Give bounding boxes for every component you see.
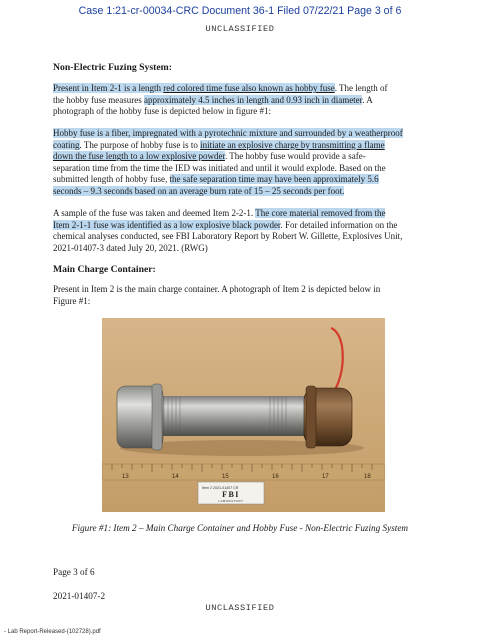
text-line (53, 151, 425, 163)
page-number: Page 3 of 6 (53, 567, 95, 577)
text-line (53, 208, 425, 220)
ruler-label: 15 (222, 474, 229, 480)
text-line (53, 140, 425, 152)
text-run: Hobby fuse is a fiber, impregnated with a pyrotechnic mixture and surrounded by a weatherproof (53, 128, 403, 138)
ruler-label: 14 (172, 474, 179, 480)
cap-rim (306, 386, 316, 448)
text-run: 2021-01407-3 dated July 20, 2021. (RWG) (53, 242, 208, 253)
cap-rim (152, 384, 162, 450)
text-run: . The length of (334, 83, 388, 93)
item-2-photograph (102, 318, 385, 512)
text-run: seconds – 9.3 seconds based on an average burn rate of 15 – 25 seconds per foot. (53, 185, 345, 196)
text-line (53, 83, 425, 95)
paragraph-sample (53, 208, 425, 254)
tag-fbi-logo: FBI (222, 490, 240, 499)
section-title-main-charge: Main Charge Container: (53, 264, 156, 275)
text-line (53, 186, 425, 198)
text-line (53, 106, 425, 118)
text-line (53, 174, 425, 186)
ruler (102, 464, 385, 480)
tag-line: LABORATORY (218, 499, 244, 503)
text-line (53, 163, 425, 175)
ruler-label: 13 (122, 474, 129, 480)
text-run: . A (362, 94, 373, 105)
text-run: down the fuse length to a low explosive powder (53, 151, 225, 162)
ruler-label: 16 (272, 474, 279, 480)
paragraph-hobby-fuse (53, 128, 425, 198)
text-run: coating (53, 139, 80, 150)
paragraph-main-charge (53, 284, 425, 307)
ruler-label: 17 (322, 474, 329, 480)
text-run: chemical analyses conducted, see FBI Laboratory Report by Robert W. Gillette, Explosives Unit, (53, 231, 403, 242)
text-run: Item 2-1-1 fuse was identified as a low explosive black powder (53, 219, 281, 230)
pipe-nipple (154, 396, 314, 436)
text-run: . The purpose of hobby fuse is to (79, 139, 201, 150)
text-line (53, 243, 425, 255)
ruler-label: 18 (364, 474, 371, 480)
text-run: . The hobby fuse would provide a safe- (224, 151, 366, 162)
figure-caption: Figure #1: Item 2 – Main Charge Container and Hobby Fuse - Non-Electric Fuzing System (71, 523, 409, 533)
report-number: 2021-01407-2 (53, 591, 106, 601)
text-run: red colored time fuse also known as hobby fuse (163, 83, 335, 93)
paragraph-fuse-intro (53, 83, 425, 118)
text-run: initiate an explosive charge by transmitting a flame (200, 139, 385, 150)
text-line (53, 231, 425, 243)
text-run: Figure #1: (53, 295, 91, 306)
text-run: separation time from the time the IED was initiated and until it would explode. Based on the (53, 162, 386, 173)
text-run: . For detailed information on the (280, 219, 398, 230)
tag-line: Item 2 2021-01407 CR (202, 486, 239, 490)
text-run: A sample of the fuse was taken and deemed Item 2-2-1. (53, 208, 256, 218)
text-run: photograph of the hobby fuse is depicted below in figure #1: (53, 106, 271, 117)
text-line (53, 284, 425, 296)
text-run: approximately 4.5 inches in length and 0.93 inch in diameter (143, 94, 363, 105)
section-title-fuzing: Non-Electric Fuzing System: (53, 62, 172, 73)
case-header: Case 1:21-cr-00034-CRC Document 36-1 Filed 07/22/21 Page 3 of 6 (78, 5, 402, 17)
text-run: Present in Item 2 is the main charge container. A photograph of Item 2 is depicted below in (53, 284, 381, 294)
text-run: the hobby fuse measures (53, 94, 144, 105)
file-name-label: - Lab Report-Released-(102728).pdf (4, 629, 101, 635)
text-line (53, 128, 425, 140)
classification-top: UNCLASSIFIED (205, 24, 275, 34)
classification-bottom: UNCLASSIFIED (205, 603, 275, 613)
text-line (53, 296, 425, 308)
text-line (53, 220, 425, 232)
text-run: The core material removed from the (255, 208, 386, 218)
text-run: Present in Item 2-1 is a length (53, 83, 164, 93)
text-line (53, 95, 425, 107)
text-run: submitted length of hobby fuse, (53, 174, 170, 185)
text-run: the safe separation time may have been approximately 5.6 (169, 174, 379, 185)
